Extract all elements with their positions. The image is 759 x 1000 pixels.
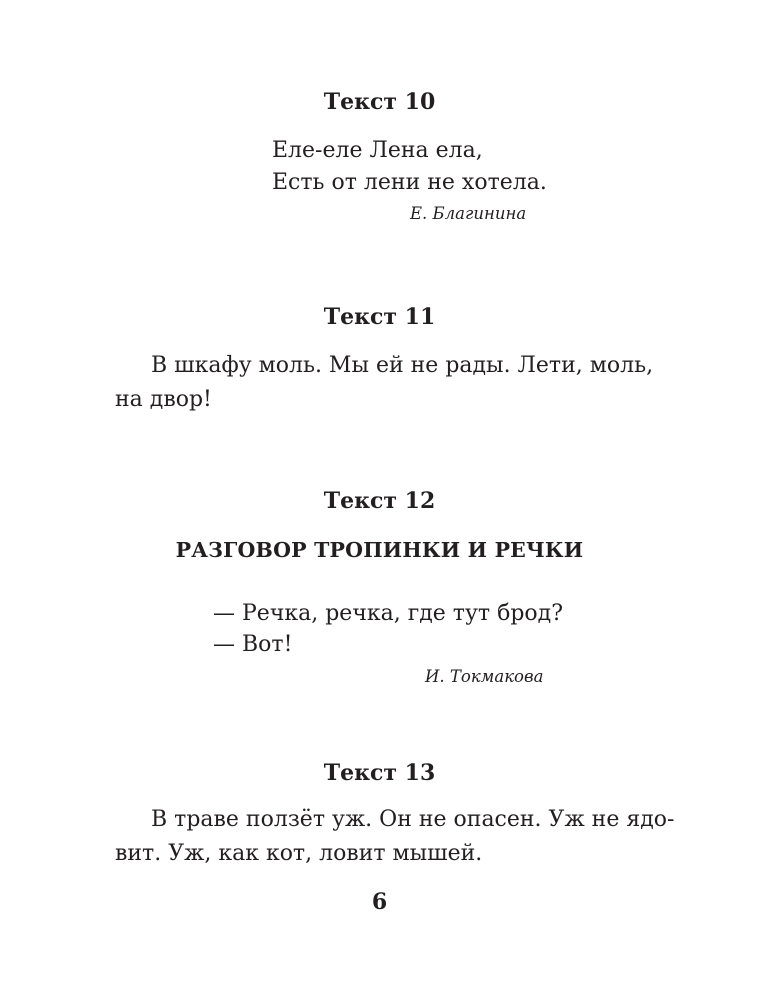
text-13-line-1: В траве ползёт уж. Он не опасен. Уж не ядо- [151, 807, 675, 832]
text-10-heading: Текст 10 [323, 89, 436, 115]
text-12-heading: Текст 12 [323, 488, 436, 514]
text-13-heading: Текст 13 [323, 760, 436, 786]
text-11-line-1: В шкафу моль. Мы ей не рады. Лети, моль, [151, 353, 654, 378]
text-12-poem-line-1: — Речка, речка, где тут брод? [213, 601, 563, 626]
text-12-author: И. Токмакова [425, 667, 544, 686]
text-11-line-2: на двор! [115, 387, 212, 412]
text-10-poem-line-2: Есть от лени не хотела. [272, 170, 547, 195]
text-12-title: РАЗГОВОР ТРОПИНКИ И РЕЧКИ [175, 538, 584, 562]
text-13-line-2: вит. Уж, как кот, ловит мышей. [115, 841, 483, 866]
page-number: 6 [371, 889, 388, 915]
text-10-author: Е. Благинина [410, 204, 527, 223]
text-11-heading: Текст 11 [323, 304, 436, 330]
text-10-poem-line-1: Еле-еле Лена ела, [272, 138, 483, 163]
text-12-poem-line-2: — Вот! [213, 632, 293, 657]
